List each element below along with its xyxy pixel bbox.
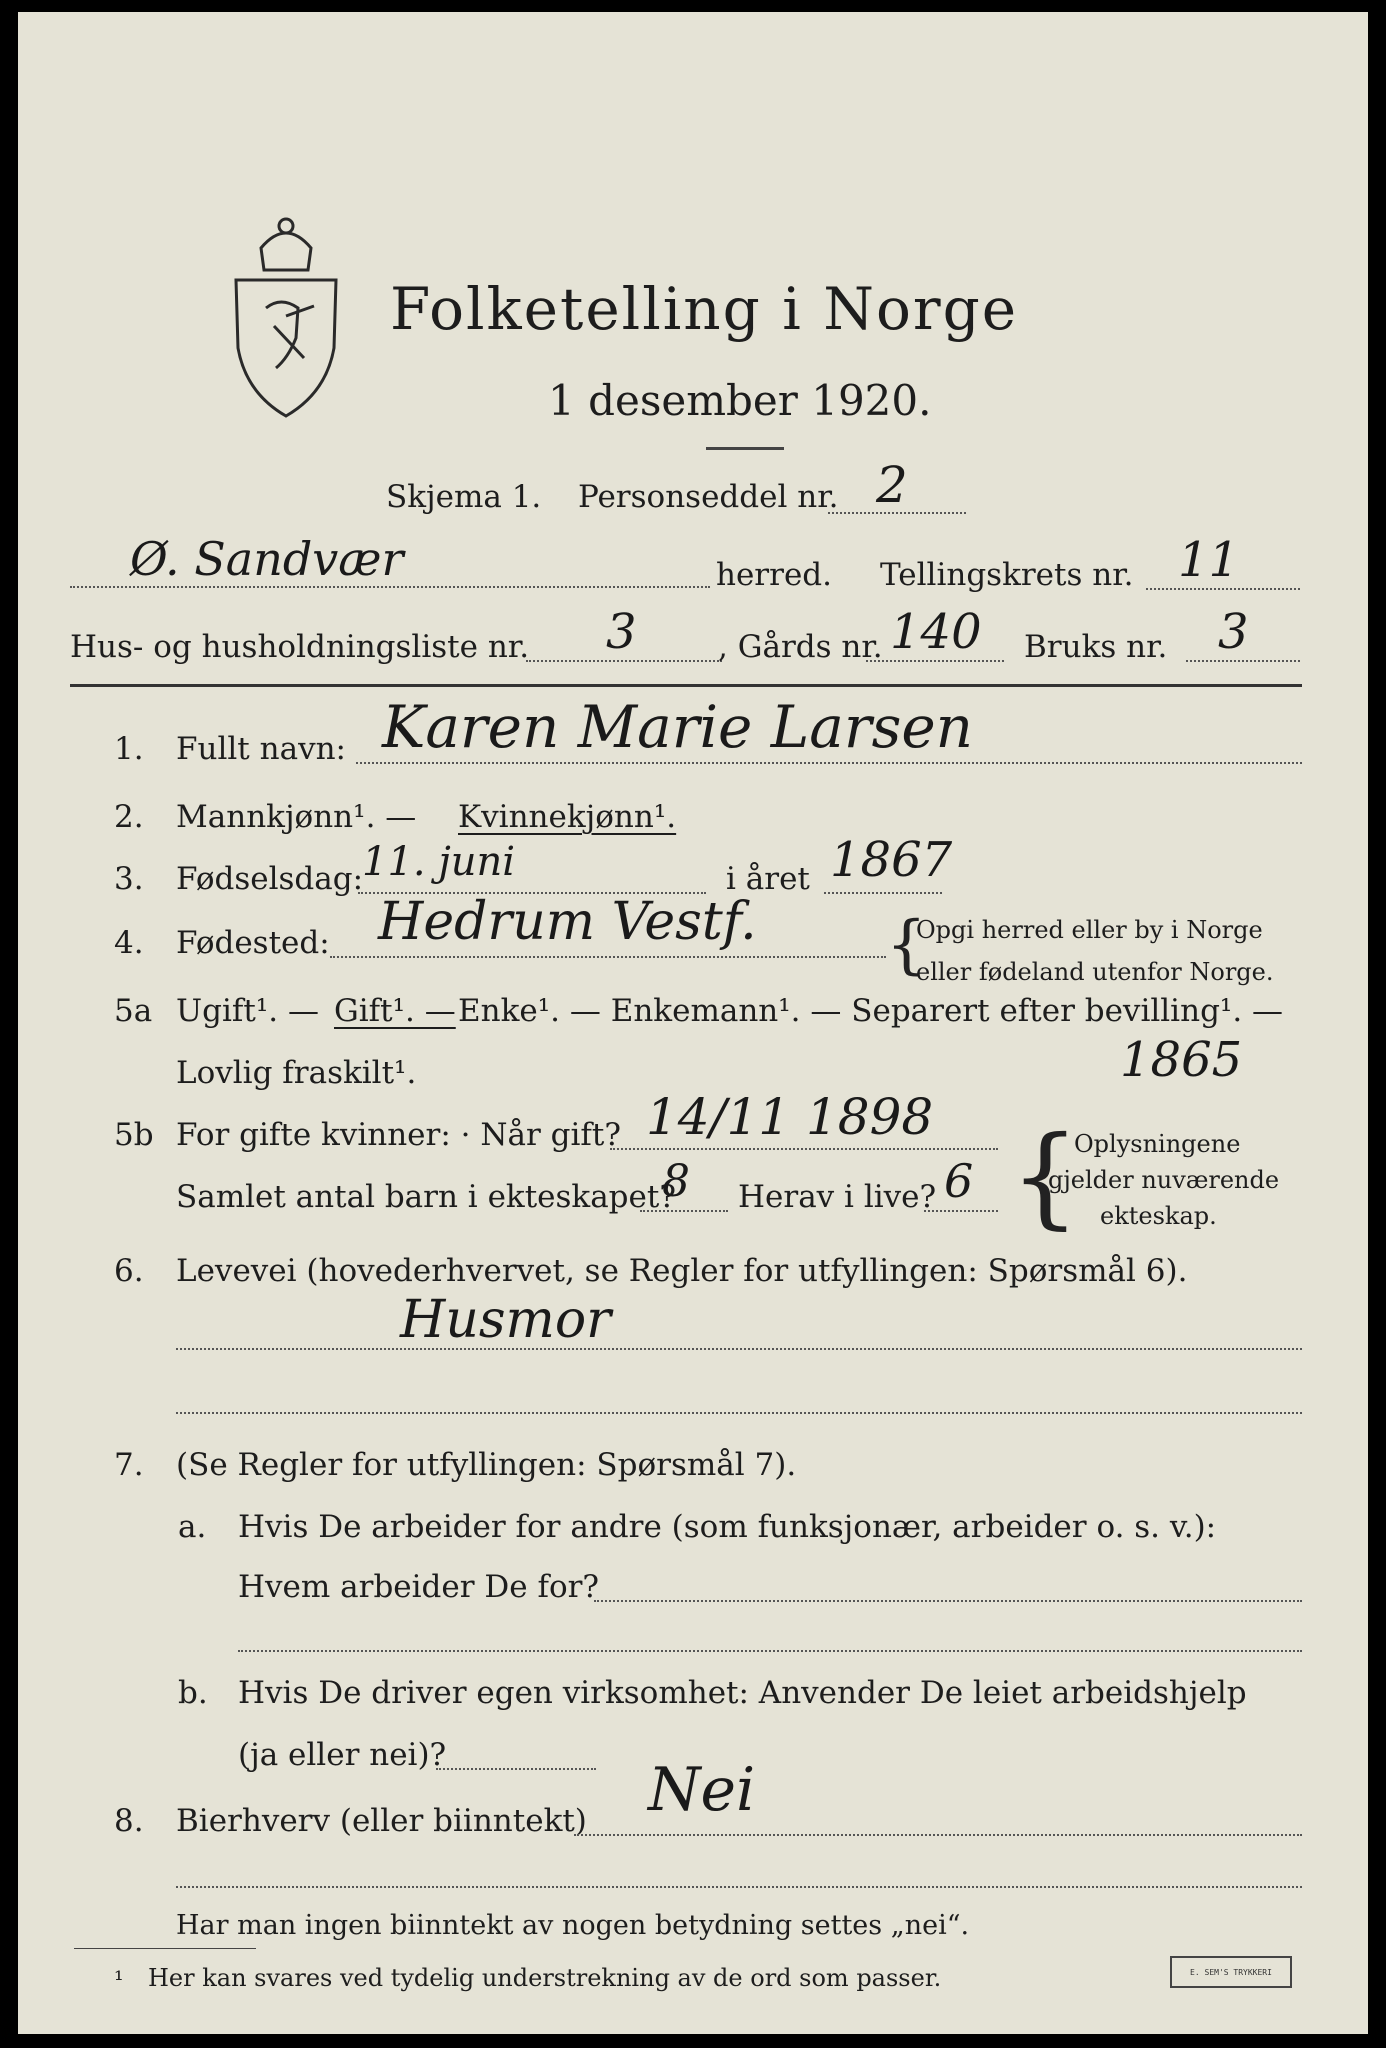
q7a-label2: Hvem arbeider De for? (238, 1569, 600, 1605)
q6-line1 (176, 1348, 1302, 1350)
herred-label: herred. (716, 557, 832, 593)
q5b-note-line2: gjelder nuværende (1048, 1166, 1280, 1194)
q3-number: 3. (114, 861, 144, 897)
q8-line (574, 1834, 1302, 1836)
tellingskrets-line (1146, 588, 1300, 590)
q5b-note-brace: { (1010, 1112, 1080, 1240)
q5b-barn-value: 8 (662, 1156, 690, 1207)
q4-note-line2: eller fødeland utenfor Norge. (916, 958, 1274, 986)
q3-year-line (824, 892, 942, 894)
q6-number: 6. (114, 1253, 144, 1289)
q7a-line2 (238, 1650, 1302, 1652)
skjema-label: Skjema 1. (386, 479, 542, 515)
q2-kvinne-underlined: Kvinnekjønn¹. (458, 799, 677, 835)
coat-of-arms-icon (226, 208, 346, 423)
q2-number: 2. (114, 799, 144, 835)
q7a-line1 (594, 1600, 1302, 1602)
bruks-value: 3 (1218, 604, 1249, 660)
printer-stamp (1170, 1956, 1292, 1988)
gards-line (866, 660, 1004, 662)
bruks-line (1186, 660, 1300, 662)
q5a-fraskilt: Lovlig fraskilt¹. (176, 1055, 417, 1091)
q7b-label2: (ja eller nei)? (238, 1737, 447, 1773)
q5b-note-line3: ekteskap. (1100, 1202, 1217, 1230)
q5a-rest: Enke¹. — Enkemann¹. — Separert efter bevilling¹. — (458, 993, 1284, 1029)
q7b-line (436, 1768, 596, 1770)
q3-year-value: 1867 (830, 832, 953, 888)
q1-value: Karen Marie Larsen (382, 693, 974, 761)
q8-number: 8. (114, 1803, 144, 1839)
q5b-live-value: 6 (944, 1154, 974, 1208)
q4-value: Hedrum Vestf. (378, 892, 757, 952)
tellingskrets-value: 11 (1178, 532, 1240, 588)
q4-label: Fødested: (176, 925, 330, 961)
q3-label: Fødselsdag: (176, 861, 364, 897)
q5b-label: For gifte kvinner: · Når gift? (176, 1117, 621, 1153)
q3-value: 11. juni (362, 839, 516, 885)
q5a-gift-underlined: Gift¹. — (334, 993, 456, 1029)
q5b-barn-label: Samlet antal barn i ekteskapet? (176, 1179, 676, 1215)
personseddel-value: 2 (876, 456, 908, 514)
printer-stamp-text: E. SEM'S TRYKKERI (1190, 1967, 1272, 1977)
q5b-number: 5b (114, 1117, 154, 1153)
q1-number: 1. (114, 731, 144, 767)
q5b-line (610, 1148, 998, 1150)
bruks-label: Bruks nr. (1024, 629, 1168, 665)
q8-line2 (176, 1886, 1302, 1888)
gards-value: 140 (890, 604, 982, 660)
q5b-value: 14/11 1898 (646, 1088, 934, 1146)
q7b-label: Hvis De driver egen virksomhet: Anvender De leiet arbeidshjelp (238, 1675, 1247, 1711)
hus-line (526, 660, 722, 662)
gards-label: , Gårds nr. (718, 629, 883, 665)
q4-note-line1: Opgi herred eller by i Norge (916, 916, 1263, 944)
q4-note-brace: { (886, 908, 927, 982)
q1-label: Fullt navn: (176, 731, 346, 767)
q5a-ugift: Ugift¹. — (176, 993, 319, 1029)
footnote-rule (74, 1948, 256, 1949)
q8-label: Bierhverv (eller biinntekt) (176, 1803, 587, 1839)
q5b-live-line (924, 1210, 998, 1212)
form-date: 1 desember 1920. (548, 376, 932, 425)
q2-mann: Mannkjønn¹. — (176, 799, 417, 835)
q5b-barn-line (640, 1210, 728, 1212)
q7-number: 7. (114, 1447, 144, 1483)
form-title: Folketelling i Norge (390, 275, 1019, 343)
q5b-note-line1: Oplysningene (1074, 1130, 1241, 1158)
hus-value: 3 (606, 604, 637, 660)
herred-value: Ø. Sandvær (130, 532, 404, 586)
q8-value: Nei (648, 1755, 756, 1825)
q5a-annotation: 1865 (1120, 1032, 1243, 1088)
q6-line2 (176, 1412, 1302, 1414)
q7b-letter: b. (178, 1675, 208, 1711)
header-rule (70, 684, 1302, 687)
q5a-number: 5a (114, 993, 153, 1029)
title-divider (706, 447, 784, 450)
q7-label: (Se Regler for utfyllingen: Spørsmål 7). (176, 1447, 797, 1483)
q4-line (330, 956, 886, 958)
q1-line (356, 762, 1302, 764)
q6-label: Levevei (hovederhvervet, se Regler for utfyllingen: Spørsmål 6). (176, 1253, 1188, 1289)
hus-label: Hus- og husholdningsliste nr. (70, 629, 530, 665)
q7a-label: Hvis De arbeider for andre (som funksjonær, arbeider o. s. v.): (238, 1509, 1217, 1545)
q5b-live-label: Herav i live? (738, 1179, 937, 1215)
footnote-mark: ¹ (114, 1966, 124, 1994)
q7a-letter: a. (178, 1509, 207, 1545)
footnote-text: Her kan svares ved tydelig understrekning av de ord som passer. (148, 1964, 942, 1992)
q6-value: Husmor (400, 1290, 611, 1350)
census-form (18, 12, 1368, 2034)
herred-line (70, 586, 710, 588)
q4-number: 4. (114, 925, 144, 961)
tellingskrets-label: Tellingskrets nr. (880, 557, 1134, 593)
personseddel-label: Personseddel nr. (578, 479, 839, 515)
footer-note: Har man ingen biinntekt av nogen betydning settes „nei“. (176, 1910, 970, 1941)
q3-year-label: i året (726, 861, 810, 897)
